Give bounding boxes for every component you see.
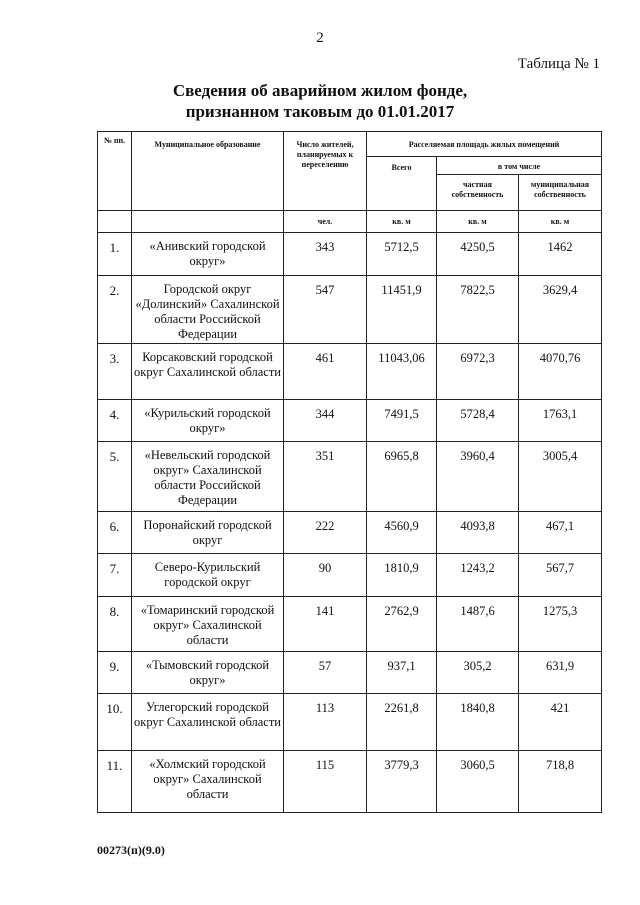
table-row <box>98 554 602 597</box>
row-total: 6965,8 <box>367 442 437 512</box>
row-private: 7822,5 <box>437 276 519 344</box>
row-private: 6972,3 <box>437 344 519 400</box>
row-municipality: «Невельский городской округ» Сахалинской области Российской Федерации <box>132 442 284 512</box>
row-num: 1. <box>98 233 132 276</box>
row-num: 2. <box>98 276 132 344</box>
row-municipal: 631,9 <box>519 652 602 694</box>
row-num: 8. <box>98 597 132 652</box>
row-num: 7. <box>98 554 132 597</box>
header-including: в том числе <box>437 157 602 175</box>
row-private: 4250,5 <box>437 233 519 276</box>
row-municipal: 1275,3 <box>519 597 602 652</box>
row-total: 4560,9 <box>367 512 437 554</box>
row-private: 1243,2 <box>437 554 519 597</box>
table-label: Таблица № 1 <box>517 56 600 72</box>
row-num: 6. <box>98 512 132 554</box>
row-total: 11043,06 <box>367 344 437 400</box>
header-municipality: Муниципальное образование <box>132 132 284 211</box>
row-municipal: 3005,4 <box>519 442 602 512</box>
row-private: 1840,8 <box>437 694 519 751</box>
row-private: 3060,5 <box>437 751 519 813</box>
header-area: Расселяемая площадь жилых помещений <box>367 132 602 157</box>
housing-table <box>97 131 602 813</box>
row-total: 2261,8 <box>367 694 437 751</box>
row-residents: 461 <box>284 344 367 400</box>
document-title <box>0 80 640 122</box>
header-num: № пп. <box>98 132 132 211</box>
document-code: 00273(п)(9.0) <box>97 843 165 857</box>
row-total: 3779,3 <box>367 751 437 813</box>
row-residents: 343 <box>284 233 367 276</box>
row-municipality: «Тымовский городской округ» <box>132 652 284 694</box>
table-row <box>98 751 602 813</box>
table-row <box>98 344 602 400</box>
row-municipality: «Холмский городской округ» Сахалинской области <box>132 751 284 813</box>
row-municipal: 3629,4 <box>519 276 602 344</box>
row-residents: 113 <box>284 694 367 751</box>
row-private: 5728,4 <box>437 400 519 442</box>
row-municipality: «Анивский городской округ» <box>132 233 284 276</box>
row-total: 937,1 <box>367 652 437 694</box>
row-residents: 222 <box>284 512 367 554</box>
table-row <box>98 442 602 512</box>
row-total: 5712,5 <box>367 233 437 276</box>
row-total: 7491,5 <box>367 400 437 442</box>
row-municipal: 421 <box>519 694 602 751</box>
table-row <box>98 694 602 751</box>
row-private: 3960,4 <box>437 442 519 512</box>
table-row <box>98 597 602 652</box>
row-municipal: 467,1 <box>519 512 602 554</box>
row-municipal: 567,7 <box>519 554 602 597</box>
header-private: частная собственность <box>437 175 519 211</box>
title-line-2: признанном таковым до 01.01.2017 <box>185 102 455 121</box>
unit-area-total: кв. м <box>367 211 437 233</box>
table-row <box>98 512 602 554</box>
row-residents: 344 <box>284 400 367 442</box>
row-residents: 115 <box>284 751 367 813</box>
row-municipality: Корсаковский городской округ Сахалинской области <box>132 344 284 400</box>
row-num: 9. <box>98 652 132 694</box>
row-municipality: Углегорский городской округ Сахалинской области <box>132 694 284 751</box>
row-residents: 141 <box>284 597 367 652</box>
row-municipality: Городской округ «Долинский» Сахалинской области Российской Федерации <box>132 276 284 344</box>
row-total: 2762,9 <box>367 597 437 652</box>
header-total: Всего <box>367 157 437 211</box>
row-num: 11. <box>98 751 132 813</box>
row-total: 1810,9 <box>367 554 437 597</box>
row-municipal: 1763,1 <box>519 400 602 442</box>
header-municipal: муниципальная собственность <box>519 175 602 211</box>
row-total: 11451,9 <box>367 276 437 344</box>
row-municipal: 4070,76 <box>519 344 602 400</box>
table-row <box>98 276 602 344</box>
unit-area-private: кв. м <box>437 211 519 233</box>
row-num: 3. <box>98 344 132 400</box>
table-body <box>98 233 602 813</box>
row-residents: 90 <box>284 554 367 597</box>
row-municipality: Поронайский городской округ <box>132 512 284 554</box>
row-municipal: 1462 <box>519 233 602 276</box>
unit-people: чел. <box>284 211 367 233</box>
row-residents: 57 <box>284 652 367 694</box>
page-number: 2 <box>316 30 324 46</box>
row-municipal: 718,8 <box>519 751 602 813</box>
title-line-1: Сведения об аварийном жилом фонде, <box>172 81 468 100</box>
row-residents: 351 <box>284 442 367 512</box>
row-num: 4. <box>98 400 132 442</box>
row-municipality: «Курильский городской округ» <box>132 400 284 442</box>
table-row <box>98 400 602 442</box>
row-num: 5. <box>98 442 132 512</box>
row-municipality: «Томаринский городской округ» Сахалинской области <box>132 597 284 652</box>
header-residents: Число жителей, планируемых к переселению <box>284 132 367 211</box>
table-row <box>98 233 602 276</box>
table-row <box>98 652 602 694</box>
row-num: 10. <box>98 694 132 751</box>
row-private: 4093,8 <box>437 512 519 554</box>
row-private: 1487,6 <box>437 597 519 652</box>
row-residents: 547 <box>284 276 367 344</box>
unit-area-municipal: кв. м <box>519 211 602 233</box>
row-municipality: Северо-Курильский городской округ <box>132 554 284 597</box>
row-private: 305,2 <box>437 652 519 694</box>
